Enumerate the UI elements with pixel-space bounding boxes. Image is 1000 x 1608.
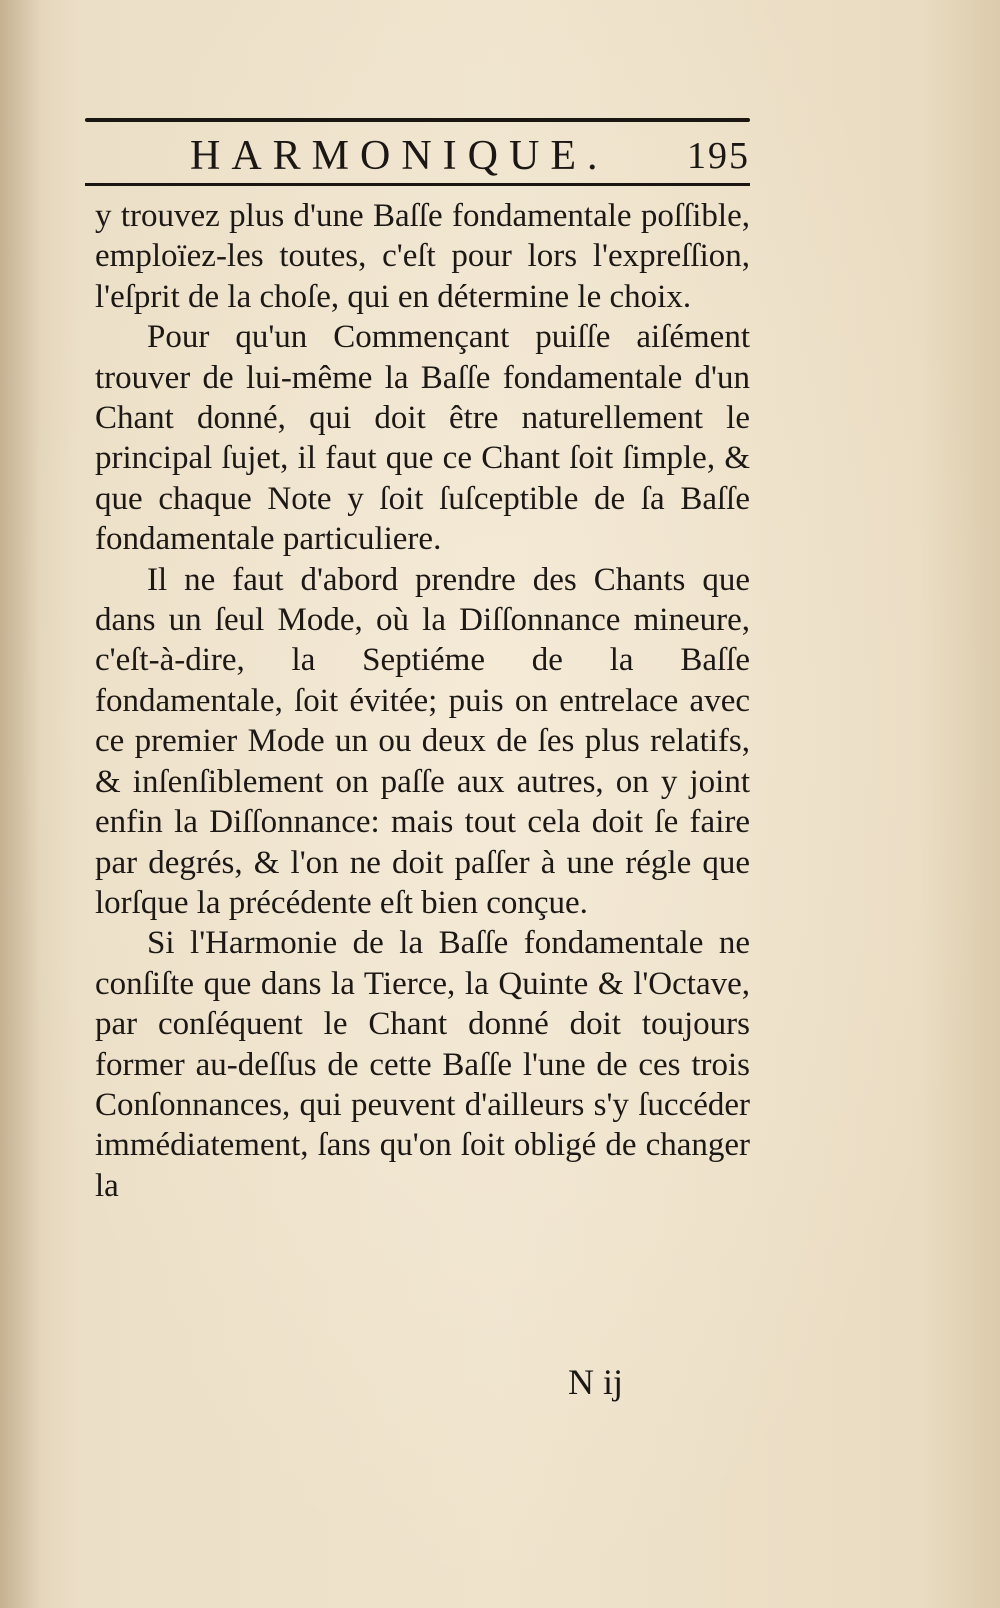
paragraph-1: y trouvez plus d'une Baſſe fondamentale poſſible, emploïez-les toutes, c'eſt pour lors l'expreſſion, l'eſprit de la choſe, qui en détermine le choix. xyxy=(95,198,750,315)
running-head: HARMONIQUE. xyxy=(190,133,609,179)
page-header xyxy=(85,118,750,186)
body-text xyxy=(95,196,750,1206)
header-rule-top xyxy=(85,118,750,122)
paragraph-4: Si l'Harmonie de la Baſſe fondamentale ne conſiſte que dans la Tierce, la Quinte & l'Octave, par conſéquent le Chant donné doit toujours former au-deſſus de cette Baſſe l'une de ces trois Conſonnances, qui peuvent d'ailleurs s'y ſuccéder immédiatement, ſans qu'on ſoit obligé de changer la xyxy=(95,925,750,1204)
paragraph-3: Il ne faut d'abord prendre des Chants que dans un ſeul Mode, où la Diſſonnance mineure, c'eſt-à-dire, la Septiéme de la Baſſe fondamentale, ſoit évitée; puis on entrelace avec ce premier Mode un ou deux de ſes plus relatifs, & inſenſiblement on paſſe aux autres, on y joint enfin la Diſſonnance: mais tout cela doit ſe faire par degrés, & l'on ne doit paſſer à une régle que lorſque la précédente eſt bien conçue. xyxy=(95,561,750,921)
gutter-shadow xyxy=(0,0,40,1608)
signature-mark: N ij xyxy=(568,1362,624,1402)
page-number: 195 xyxy=(687,135,750,177)
header-rule-bottom xyxy=(85,183,750,186)
paragraph-2: Pour qu'un Commençant puiſſe aiſément trouver de lui-même la Baſſe fondamentale d'un Chant donné, qui doit être naturellement le principal ſujet, il faut que ce Chant ſoit ſimple, & que chaque Note y ſoit ſuſceptible de ſa Baſſe fondamentale particuliere. xyxy=(95,319,750,558)
